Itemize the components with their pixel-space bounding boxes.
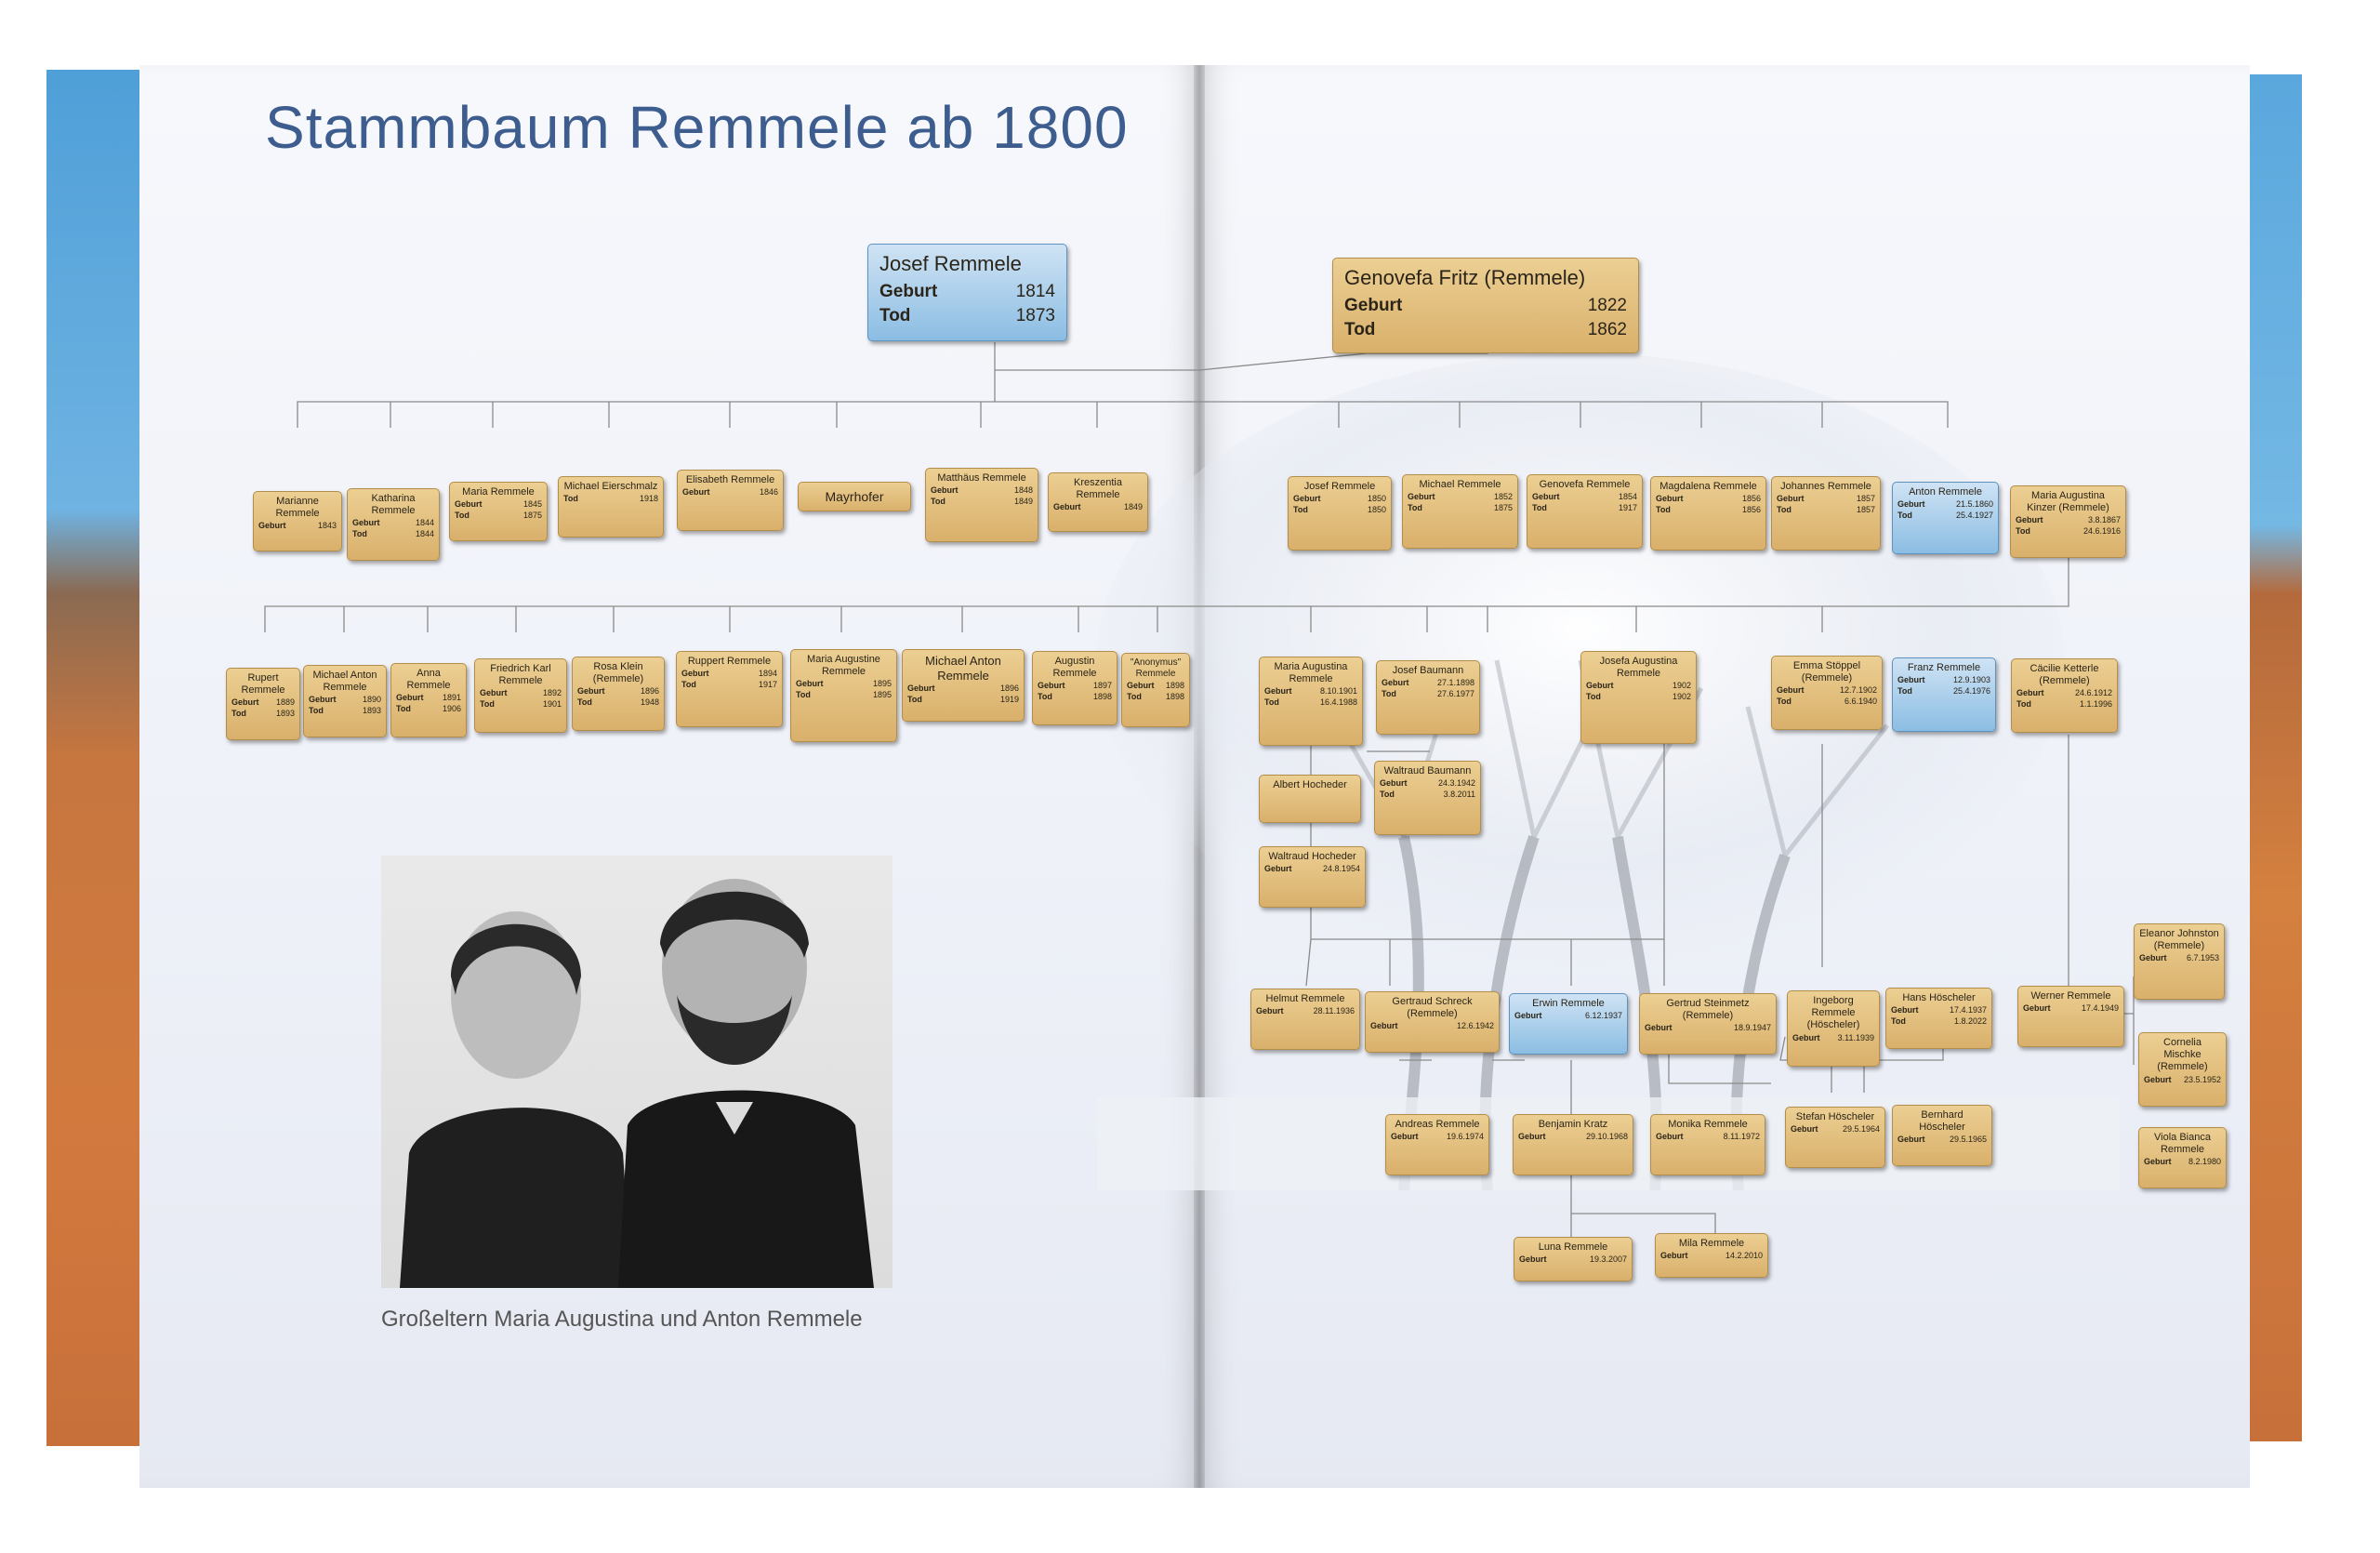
birth-value: 1822: [1587, 296, 1627, 316]
person-card: Eleanor Johnston (Remmele) Geburt 6.7.1953: [2134, 923, 2225, 1000]
death-value: 1862: [1587, 320, 1627, 340]
person-card: Elisabeth Remmele Geburt 1846: [677, 470, 784, 531]
person-card: Hans Höscheler Geburt 17.4.1937 Tod 1.8.2022: [1885, 988, 1992, 1049]
person-card: Michael Remmele Geburt 1852 Tod 1875: [1402, 474, 1518, 549]
person-card: Werner Remmele Geburt 17.4.1949: [2017, 986, 2124, 1047]
person-card: Anna Remmele Geburt 1891 Tod 1906: [390, 663, 467, 737]
person-card: Emma Stöppel (Remmele) Geburt 12.7.1902 Tod 6.6.1940: [1771, 656, 1883, 730]
person-card: Genovefa Remmele Geburt 1854 Tod 1917: [1527, 474, 1643, 549]
person-card: Waltraud Hocheder Geburt 24.8.1954: [1259, 846, 1366, 908]
person-card: Bernhard Höscheler Geburt 29.5.1965: [1892, 1105, 1992, 1166]
person-card: Michael Anton Remmele Geburt 1896 Tod 1919: [902, 649, 1025, 722]
person-card: Luna Remmele Geburt 19.3.2007: [1514, 1237, 1633, 1281]
person-card-highlighted: Franz Remmele Geburt 12.9.1903 Tod 25.4.1976: [1892, 657, 1996, 732]
death-value: 1873: [1015, 306, 1055, 326]
birth-label: Geburt: [1344, 296, 1403, 316]
person-card: Cornelia Mischke (Remmele) Geburt 23.5.1952: [2138, 1032, 2227, 1107]
founder-card-genovefa: [1332, 258, 1639, 353]
person-card: Benjamin Kratz Geburt 29.10.1968: [1513, 1114, 1633, 1175]
person-card: Kreszentia Remmele Geburt 1849: [1048, 472, 1148, 532]
person-card: Monika Remmele Geburt 8.11.1972: [1650, 1114, 1765, 1175]
person-card: Ingeborg Remmele (Höscheler) Geburt 3.11.1939: [1787, 990, 1880, 1067]
person-name: Josef Remmele: [879, 252, 1022, 275]
death-label: Tod: [879, 306, 911, 326]
death-label: Tod: [1344, 320, 1376, 340]
person-name: Genovefa Fritz (Remmele): [1344, 266, 1586, 289]
person-card: Maria Augustina Kinzer (Remmele) Geburt 3.8.1867 Tod 24.6.1916: [2010, 485, 2126, 558]
person-card: Rosa Klein (Remmele) Geburt 1896 Tod 1948: [572, 657, 665, 731]
portrait-illustration: [381, 856, 892, 1288]
person-card: Rupert Remmele Geburt 1889 Tod 1893: [226, 668, 300, 740]
founder-card-josef: [867, 244, 1067, 341]
person-card: Friedrich Karl Remmele Geburt 1892 Tod 1901: [474, 658, 567, 733]
person-card: Matthäus Remmele Geburt 1848 Tod 1849: [925, 468, 1038, 542]
birth-value: 1814: [1015, 282, 1055, 302]
person-card: Michael Eierschmalz Tod 1918: [558, 476, 664, 538]
person-card-highlighted: Erwin Remmele Geburt 6.12.1937: [1509, 993, 1628, 1055]
person-card: Josefa Augustina Remmele Geburt 1902 Tod 1902: [1580, 651, 1697, 744]
person-card: Stefan Höscheler Geburt 29.5.1964: [1785, 1107, 1885, 1168]
person-card: Helmut Remmele Geburt 28.11.1936: [1250, 989, 1360, 1050]
person-card: Albert Hocheder: [1259, 775, 1361, 823]
person-card: Andreas Remmele Geburt 19.6.1974: [1385, 1114, 1489, 1175]
person-card: Johannes Remmele Geburt 1857 Tod 1857: [1771, 476, 1881, 551]
person-card: Cäcilie Ketterle (Remmele) Geburt 24.6.1912 Tod 1.1.1996: [2011, 658, 2118, 733]
person-card: Mayrhofer: [798, 482, 911, 511]
person-card: Josef Baumann Geburt 27.1.1898 Tod 27.6.1977: [1376, 660, 1480, 735]
person-card: Marianne Remmele Geburt 1843: [253, 491, 342, 551]
person-card: "Anonymus" Remmele Geburt 1898 Tod 1898: [1121, 653, 1190, 727]
person-card: Michael Anton Remmele Geburt 1890 Tod 1893: [303, 665, 387, 737]
person-card: Gertrud Steinmetz (Remmele) Geburt 18.9.1947: [1639, 993, 1777, 1055]
person-card: Josef Remmele Geburt 1850 Tod 1850: [1288, 476, 1392, 551]
person-card: Augustin Remmele Geburt 1897 Tod 1898: [1032, 651, 1117, 725]
person-card-highlighted: Anton Remmele Geburt 21.5.1860 Tod 25.4.1927: [1892, 482, 1999, 554]
person-card: Maria Augustine Remmele Geburt 1895 Tod 1895: [790, 649, 897, 742]
person-card: Ruppert Remmele Geburt 1894 Tod 1917: [676, 651, 783, 727]
birth-label: Geburt: [879, 282, 938, 302]
page-title: Stammbaum Remmele ab 1800: [265, 94, 1129, 161]
person-card: Maria Remmele Geburt 1845 Tod 1875: [449, 482, 548, 541]
person-card: Mila Remmele Geburt 14.2.2010: [1655, 1233, 1768, 1278]
person-card: Maria Augustina Remmele Geburt 8.10.1901 Tod 16.4.1988: [1259, 657, 1363, 746]
person-card: Waltraud Baumann Geburt 24.3.1942 Tod 3.8.2011: [1374, 761, 1481, 835]
person-card: Viola Bianca Remmele Geburt 8.2.1980: [2138, 1127, 2227, 1188]
person-card: Magdalena Remmele Geburt 1856 Tod 1856: [1650, 476, 1766, 551]
person-card: Katharina Remmele Geburt 1844 Tod 1844: [347, 488, 440, 561]
photo-caption: Großeltern Maria Augustina und Anton Remmele: [381, 1307, 863, 1332]
grandparents-photo: [381, 856, 892, 1288]
person-card: Gertraud Schreck (Remmele) Geburt 12.6.1942: [1365, 991, 1500, 1053]
